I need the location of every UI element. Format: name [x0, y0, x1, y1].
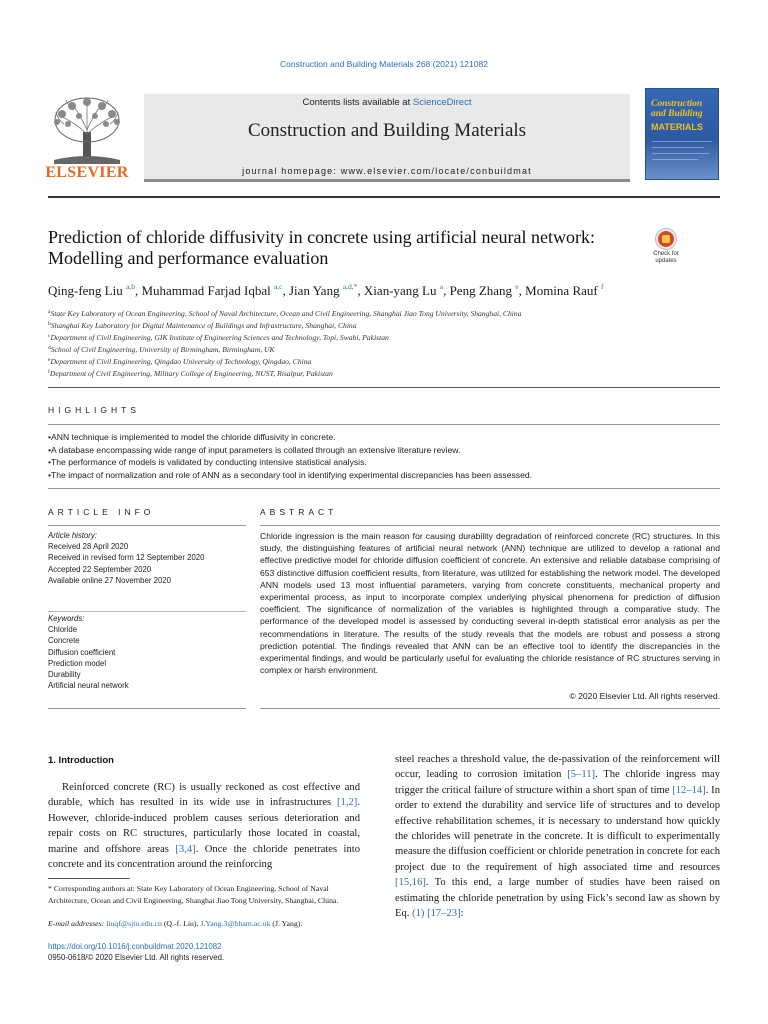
affiliation-item: $^a$State Key Laboratory of Ocean Engineering, School of Naval Architecture, Ocean and Civil Engineering, Shanghai Jiao Tong University, Shanghai, China	[48, 309, 522, 318]
contents-availability	[144, 97, 630, 108]
history-item: Accepted 22 September 2020	[48, 564, 152, 574]
cover-title: Construction and Building	[651, 99, 703, 119]
author-name[interactable]: Muhammad Farjad Iqbal	[141, 283, 271, 298]
abstract-body: Chloride ingression is the main reason for causing durability degradation of reinforced concrete (RC) structures. In this study, the distinguishing features of artificial neural network (ANN) technique are utilized to develop a rational and effective predictive model for chloride diffusion coefficient of concrete. An extensive and reliable database comprising of 653 distinctive diffusion coefficient results, from literature, was utilized for establishing the network model. The developed ANN models used 13 most influential parameters, varying from concrete constituents, mechanical property and experimental process, as input to incorporate complex underlying physical phenomena for prediction of diffusion coefficient. The significance of normalization of the variables is highlighted through a comparative study. The performance of the developed model is assessed by conducting several in-depth statistical error analysis as per the recommendations in literature. The results of the study reveals that the models are robust and possess a strong prediction potential. The findings revealed that ANN can be an effective tool to identify the discrepancies in the experimental findings, and would be particularly useful for evaluating the chloride resistance of RC structures serving in complex or harsh environment.	[260, 531, 720, 676]
author-affiliation-marker[interactable]: f	[600, 282, 604, 291]
highlights-divider	[48, 424, 720, 425]
keyword-list	[48, 613, 246, 691]
history-item: Available online 27 November 2020	[48, 575, 171, 585]
article-info-heading: ARTICLE INFO	[48, 507, 155, 517]
keyword-item: Prediction model	[48, 658, 107, 668]
check-for-updates-button[interactable]	[648, 229, 684, 267]
abstract-copyright: © 2020 Elsevier Ltd. All rights reserved.	[569, 691, 720, 701]
contents-prefix: Contents lists available at	[302, 97, 413, 108]
affiliation-item: $^e$Department of Civil Engineering, Qingdao University of Technology, Qingdao, China	[48, 357, 312, 366]
crossmark-icon	[656, 229, 676, 249]
history-heading: Article history:	[48, 531, 97, 540]
highlight-item: • The performance of models is validated by conducting intensive statistical analysis.	[48, 456, 728, 469]
doi-link[interactable]: https://doi.org/10.1016/j.conbuildmat.2020.121082	[48, 942, 222, 951]
journal-reference-link[interactable]: Construction and Building Materials 268 (2021) 121082	[280, 59, 488, 69]
tree-icon	[44, 94, 130, 164]
author-affiliation-marker[interactable]: a,c	[273, 282, 283, 291]
elsevier-wordmark: ELSEVIER	[45, 164, 129, 181]
citation-link[interactable]: [5–11]	[567, 769, 596, 781]
article-info-divider	[48, 525, 246, 526]
affiliation-item: $^b$Shanghai Key Laboratory for Digital Maintenance of Buildings and Infrastructure, Shanghai, China	[48, 321, 357, 330]
article-title: Prediction of chloride diffusivity in concrete using artificial neural network: Modelling and performance evaluation	[48, 227, 596, 268]
affiliations-divider	[48, 387, 720, 388]
article-info-bottom-divider	[48, 708, 246, 709]
author-name[interactable]: Peng Zhang	[449, 283, 513, 298]
keywords-divider	[48, 611, 246, 612]
author-affiliation-marker[interactable]: a	[439, 282, 444, 291]
article-history	[48, 530, 246, 586]
keyword-item: Durability	[48, 670, 81, 680]
history-item: Received in revised form 12 September 2020	[48, 553, 205, 563]
elsevier-logo	[44, 94, 130, 182]
affiliation-list	[48, 307, 728, 379]
keyword-item: Chloride	[48, 625, 78, 635]
author-name[interactable]: Qing-feng Liu	[48, 283, 123, 298]
crossmark-label: Check for updates	[653, 251, 679, 264]
footnote-marker: *	[48, 884, 52, 893]
author-name[interactable]: Xian-yang Lu	[363, 283, 437, 298]
highlights-heading: HIGHLIGHTS	[48, 405, 140, 415]
email-link[interactable]: liuqf@sjtu.edu.cn	[106, 919, 162, 928]
cover-subtitle: MATERIALS	[651, 122, 703, 132]
abstract-heading: ABSTRACT	[260, 507, 338, 517]
abstract-divider	[260, 525, 720, 526]
affiliation-item: $^d$School of Civil Engineering, University of Birmingham, Birmingham, UK	[48, 345, 275, 354]
introduction-paragraph-continued: steel reaches a threshold value, the de-passivation of the reinforcement will occur, leading to corrosion imitation [5–11]. The chloride ingress may trigger the critical failure of structure within a short span of time [12–14]. In order to extend the durability and service life of structures and to develop effective rehabilitation schemes, it is necessary to understand how quickly the chlorides will penetrate in the concrete. It is difficult to experimentally measure the diffusion coefficient or chloride penetration in concrete for each project due to the requirement of high associated time and resources [15,16]. To this end, a large number of studies have been raised on estimating the chloride penetration by using Fick’s second law as shown by Eq. (1) [17–23]:	[395, 754, 720, 920]
citation-link[interactable]: [1,2]	[337, 797, 358, 809]
issn-copyright: 0950-0618/© 2020 Elsevier Ltd. All rights reserved.	[48, 953, 225, 962]
abstract-bottom-divider	[260, 708, 720, 709]
highlight-item: • The impact of normalization and role of ANN as a secondary tool in identifying experimental discrepancies has been assessed.	[48, 469, 728, 482]
highlights-bottom-divider	[48, 488, 720, 489]
header-divider	[48, 196, 720, 198]
author-affiliation-marker[interactable]: a,d,*	[342, 282, 358, 291]
citation-link[interactable]: [3,4]	[175, 843, 196, 855]
introduction-heading: 1. Introduction	[48, 755, 114, 766]
citation-link[interactable]: [17–23]	[427, 908, 461, 920]
keyword-item: Concrete	[48, 636, 80, 646]
author-list: Qing-feng Liu $^{a,b}$, Muhammad Farjad Iqbal $^{a,c}$, Jian Yang $^{a,d,*}$, Xian-yang Lu $^a$, Peng Zhang $^e$, Momina Rauf $^f$	[48, 282, 604, 298]
journal-cover-image	[645, 88, 719, 180]
equation-link[interactable]: (1)	[412, 908, 425, 920]
highlight-item: • ANN technique is implemented to model the chloride diffusivity in concrete.	[48, 431, 728, 444]
highlights-list	[48, 431, 728, 481]
journal-name: Construction and Building Materials	[247, 120, 527, 141]
sciencedirect-link[interactable]: ScienceDirect	[412, 97, 472, 108]
keyword-item: Diffusion coefficient	[48, 647, 116, 657]
author-name[interactable]: Momina Rauf	[525, 283, 598, 298]
keyword-item: Artificial neural network	[48, 681, 129, 691]
history-item: Received 28 April 2020	[48, 542, 129, 552]
author-affiliation-marker[interactable]: e	[515, 282, 519, 291]
affiliation-item: $^f$Department of Civil Engineering, Military College of Engineering, NUST, Risalpur, Pakistan	[48, 369, 333, 378]
email-link[interactable]: J.Yang.3@bham.ac.uk	[200, 919, 271, 928]
citation-link[interactable]: [15,16]	[395, 877, 426, 889]
journal-homepage[interactable]: journal homepage: www.elsevier.com/locate/conbuildmat	[242, 166, 532, 176]
author-name[interactable]: Jian Yang	[289, 283, 340, 298]
footnote-divider	[48, 878, 130, 879]
affiliation-item: $^c$Department of Civil Engineering, GIK Institute of Engineering Sciences and Technology, Topi, Swabi, Pakistan	[48, 333, 389, 342]
corresponding-author-footnote: * Corresponding authors at: State Key Laboratory of Ocean Engineering, School of Naval Architecture, Ocean and Civil Engineering, Shanghai Jiao Tong University, Shanghai, China.	[48, 884, 339, 905]
email-footnote: E-mail addresses: liuqf@sjtu.edu.cn (Q.-f. Liu), J.Yang.3@bham.ac.uk (J. Yang).	[48, 919, 303, 928]
introduction-paragraph: Reinforced concrete (RC) is usually reckoned as cost effective and durable, which has resulted in its wide use in infrastructures [1,2]. However, chloride-induced problem causes serious deterioration and repair costs on RC structures, particularly those located in coastal, marine and offshore areas [3,4]. Once the chloride penetrates into concrete and its concentration around the reinforcing	[48, 782, 361, 871]
journal-masthead	[144, 94, 630, 182]
highlight-item: • A database encompassing wide range of input parameters is collated through an extensive literature review.	[48, 444, 728, 457]
citation-link[interactable]: [12–14]	[672, 784, 706, 796]
keywords-heading: Keywords:	[48, 614, 85, 623]
author-affiliation-marker[interactable]: a,b	[125, 282, 135, 291]
